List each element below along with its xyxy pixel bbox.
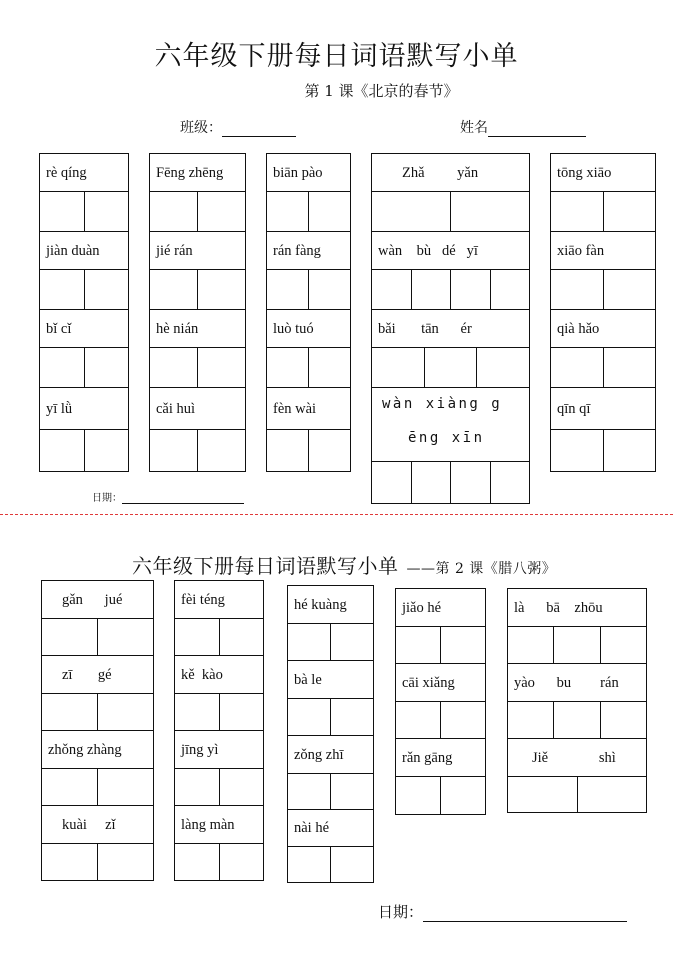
answer-boxes	[551, 430, 655, 471]
answer-box[interactable]	[491, 270, 530, 309]
word-column-2	[149, 153, 246, 472]
pinyin-label: bà le	[288, 661, 373, 699]
class-label: 班级：	[180, 120, 222, 136]
pinyin-label: jié rán	[150, 232, 245, 270]
answer-box[interactable]	[98, 694, 153, 730]
answer-box[interactable]	[331, 774, 373, 809]
answer-box[interactable]	[491, 462, 530, 503]
pinyin-label: qià hǎo	[551, 310, 655, 348]
answer-boxes	[267, 270, 350, 310]
answer-box[interactable]	[198, 430, 245, 471]
answer-box[interactable]	[554, 627, 600, 663]
date-field-1	[92, 489, 244, 504]
pinyin-label: cǎi huì	[150, 388, 245, 430]
answer-boxes	[175, 769, 263, 806]
pinyin-label: fèn wài	[267, 388, 350, 430]
s2-word-column-3	[287, 585, 374, 883]
name-field	[460, 117, 586, 137]
answer-boxes	[396, 702, 485, 739]
answer-box[interactable]	[175, 619, 220, 655]
pinyin-label: jīng yì	[175, 731, 263, 769]
pinyin-label: jiǎo hé	[396, 589, 485, 627]
answer-box[interactable]	[601, 702, 646, 738]
date-blank[interactable]	[122, 492, 244, 504]
pinyin-label: kě kào	[175, 656, 263, 694]
answer-boxes	[42, 844, 153, 880]
answer-boxes	[372, 348, 529, 388]
answer-box[interactable]	[220, 694, 264, 730]
answer-boxes	[267, 192, 350, 232]
answer-box[interactable]	[441, 627, 485, 663]
answer-box[interactable]	[604, 192, 656, 231]
answer-boxes	[150, 192, 245, 232]
answer-box[interactable]	[451, 192, 529, 231]
pinyin-label: rán fàng	[267, 232, 350, 270]
answer-box[interactable]	[175, 694, 220, 730]
answer-boxes	[267, 430, 350, 471]
answer-box[interactable]	[267, 192, 309, 231]
s2-word-column-1	[41, 580, 154, 881]
s2-word-column-2	[174, 580, 264, 881]
answer-boxes	[508, 627, 646, 664]
s2-word-column-4	[395, 588, 486, 815]
lesson-2-title: ——第 2 课《腊八粥》	[406, 561, 557, 577]
answer-box[interactable]	[85, 430, 129, 471]
answer-box[interactable]	[150, 192, 198, 231]
answer-boxes	[175, 619, 263, 656]
answer-boxes	[40, 348, 128, 388]
pinyin-label: rè qíng	[40, 154, 128, 192]
answer-box[interactable]	[604, 348, 656, 387]
pinyin-label: Jiě shì	[508, 739, 646, 777]
answer-box[interactable]	[42, 844, 98, 880]
answer-box[interactable]	[396, 627, 441, 663]
date-blank[interactable]	[423, 904, 627, 922]
answer-box[interactable]	[309, 430, 350, 471]
answer-boxes	[42, 694, 153, 731]
answer-box[interactable]	[198, 270, 245, 309]
answer-box[interactable]	[98, 844, 153, 880]
answer-boxes	[551, 348, 655, 388]
answer-box[interactable]	[331, 624, 373, 660]
answer-box[interactable]	[42, 619, 98, 655]
pinyin-label: Fēng zhēng	[150, 154, 245, 192]
answer-boxes	[42, 619, 153, 656]
answer-box[interactable]	[220, 619, 264, 655]
answer-box[interactable]	[175, 844, 220, 880]
answer-box[interactable]	[267, 348, 309, 387]
pinyin-label: wàn bù dé yī	[372, 232, 529, 270]
answer-box[interactable]	[288, 699, 331, 735]
answer-box[interactable]	[220, 844, 264, 880]
answer-box[interactable]	[441, 777, 485, 814]
answer-box[interactable]	[412, 462, 452, 503]
answer-box[interactable]	[150, 430, 198, 471]
answer-box[interactable]	[451, 270, 491, 309]
answer-box[interactable]	[578, 777, 647, 812]
date-label: 日期：	[378, 903, 424, 921]
answer-box[interactable]	[40, 430, 85, 471]
pinyin-label: xiāo fàn	[551, 232, 655, 270]
word-column-5	[550, 153, 656, 472]
answer-box[interactable]	[85, 192, 129, 231]
answer-boxes	[175, 844, 263, 880]
pinyin-label: tōng xiāo	[551, 154, 655, 192]
name-blank[interactable]	[488, 121, 586, 137]
answer-box[interactable]	[288, 624, 331, 660]
pinyin-label: làng màn	[175, 806, 263, 844]
answer-boxes	[175, 694, 263, 731]
answer-box[interactable]	[396, 702, 441, 738]
answer-boxes	[551, 192, 655, 232]
answer-box[interactable]	[267, 430, 309, 471]
cut-line-divider	[0, 514, 673, 515]
answer-box[interactable]	[267, 270, 309, 309]
answer-boxes	[396, 777, 485, 814]
answer-box[interactable]	[604, 430, 656, 471]
answer-box[interactable]	[40, 192, 85, 231]
pinyin-label: bǐ cǐ	[40, 310, 128, 348]
answer-boxes	[288, 624, 373, 661]
pinyin-label: zhǒng zhàng	[42, 731, 153, 769]
answer-box[interactable]	[220, 769, 264, 805]
answer-box[interactable]	[554, 702, 600, 738]
name-label: 姓名	[460, 120, 488, 136]
answer-box[interactable]	[441, 702, 485, 738]
lesson-1-title: 第 1 课《北京的春节》	[304, 82, 459, 100]
pinyin-line-2: ēng xīn	[408, 430, 485, 446]
word-column-1	[39, 153, 129, 472]
answer-box[interactable]	[372, 270, 412, 309]
answer-box[interactable]	[551, 192, 604, 231]
answer-box[interactable]	[98, 769, 153, 805]
pinyin-label: hè nián	[150, 310, 245, 348]
answer-box[interactable]	[309, 270, 350, 309]
pinyin-label: hé kuàng	[288, 586, 373, 624]
answer-box[interactable]	[331, 699, 373, 735]
word-column-3	[266, 153, 351, 472]
class-field	[180, 117, 296, 137]
pinyin-line-1: wàn xiàng g	[382, 396, 503, 412]
answer-boxes	[508, 777, 646, 812]
answer-boxes	[150, 348, 245, 388]
answer-box[interactable]	[150, 270, 198, 309]
answer-boxes	[42, 769, 153, 806]
pinyin-label: Zhǎ yǎn	[372, 154, 529, 192]
s2-word-column-5	[507, 588, 647, 813]
worksheet-title: 六年级下册每日词语默写小单	[154, 41, 519, 72]
answer-boxes	[150, 270, 245, 310]
answer-box[interactable]	[551, 348, 604, 387]
answer-box[interactable]	[551, 270, 604, 309]
answer-box[interactable]	[309, 192, 350, 231]
pinyin-label: bǎi tān ér	[372, 310, 529, 348]
answer-box[interactable]	[309, 348, 350, 387]
answer-box[interactable]	[396, 777, 441, 814]
answer-box[interactable]	[40, 270, 85, 309]
answer-box[interactable]	[372, 348, 425, 387]
date-field-2	[378, 901, 627, 922]
pinyin-label: yào bu rán	[508, 664, 646, 702]
answer-box[interactable]	[372, 462, 412, 503]
answer-box[interactable]	[425, 348, 478, 387]
pinyin-label: rǎn gāng	[396, 739, 485, 777]
answer-box[interactable]	[40, 348, 85, 387]
answer-box[interactable]	[477, 348, 529, 387]
pinyin-label: kuài zǐ	[42, 806, 153, 844]
pinyin-label: qīn qī	[551, 388, 655, 430]
answer-box[interactable]	[551, 430, 604, 471]
answer-box[interactable]	[85, 348, 129, 387]
answer-boxes	[40, 430, 128, 471]
answer-boxes	[396, 627, 485, 664]
pinyin-label: jiàn duàn	[40, 232, 128, 270]
pinyin-label: cāi xiǎng	[396, 664, 485, 702]
section-2-main-title: 六年级下册每日词语默写小单	[132, 554, 399, 578]
answer-boxes	[40, 192, 128, 232]
answer-box[interactable]	[508, 777, 578, 812]
class-blank[interactable]	[222, 121, 296, 137]
answer-boxes	[551, 270, 655, 310]
pinyin-label: fèi téng	[175, 581, 263, 619]
answer-boxes	[508, 702, 646, 739]
answer-box[interactable]	[150, 348, 198, 387]
answer-box[interactable]	[98, 619, 153, 655]
pinyin-label: nài hé	[288, 810, 373, 847]
answer-boxes	[288, 774, 373, 810]
pinyin-label: luò tuó	[267, 310, 350, 348]
date-label: 日期：	[92, 493, 122, 504]
answer-boxes	[288, 847, 373, 882]
answer-boxes	[150, 430, 245, 471]
answer-box[interactable]	[412, 270, 452, 309]
answer-box[interactable]	[85, 270, 129, 309]
pinyin-label: zǒng zhī	[288, 736, 373, 774]
answer-box[interactable]	[198, 348, 245, 387]
answer-boxes	[288, 699, 373, 736]
answer-box[interactable]	[451, 462, 491, 503]
answer-box[interactable]	[508, 627, 554, 663]
answer-boxes	[372, 192, 529, 232]
answer-box[interactable]	[42, 694, 98, 730]
pinyin-label: zī gé	[42, 656, 153, 694]
answer-box[interactable]	[604, 270, 656, 309]
pinyin-label: biān pào	[267, 154, 350, 192]
section-2-title	[132, 550, 556, 579]
answer-box[interactable]	[288, 774, 331, 809]
answer-boxes	[267, 348, 350, 388]
pinyin-label-block	[372, 388, 529, 462]
answer-box[interactable]	[601, 627, 646, 663]
pinyin-label: gǎn jué	[42, 581, 153, 619]
answer-box[interactable]	[508, 702, 554, 738]
answer-box[interactable]	[372, 192, 451, 231]
answer-box[interactable]	[175, 769, 220, 805]
answer-box[interactable]	[288, 847, 331, 882]
word-column-4	[371, 153, 530, 504]
answer-boxes	[372, 270, 529, 310]
pinyin-label: yī lǜ	[40, 388, 128, 430]
answer-boxes	[40, 270, 128, 310]
pinyin-label: là bā zhōu	[508, 589, 646, 627]
answer-box[interactable]	[331, 847, 373, 882]
answer-boxes	[372, 462, 529, 503]
answer-box[interactable]	[42, 769, 98, 805]
answer-box[interactable]	[198, 192, 245, 231]
